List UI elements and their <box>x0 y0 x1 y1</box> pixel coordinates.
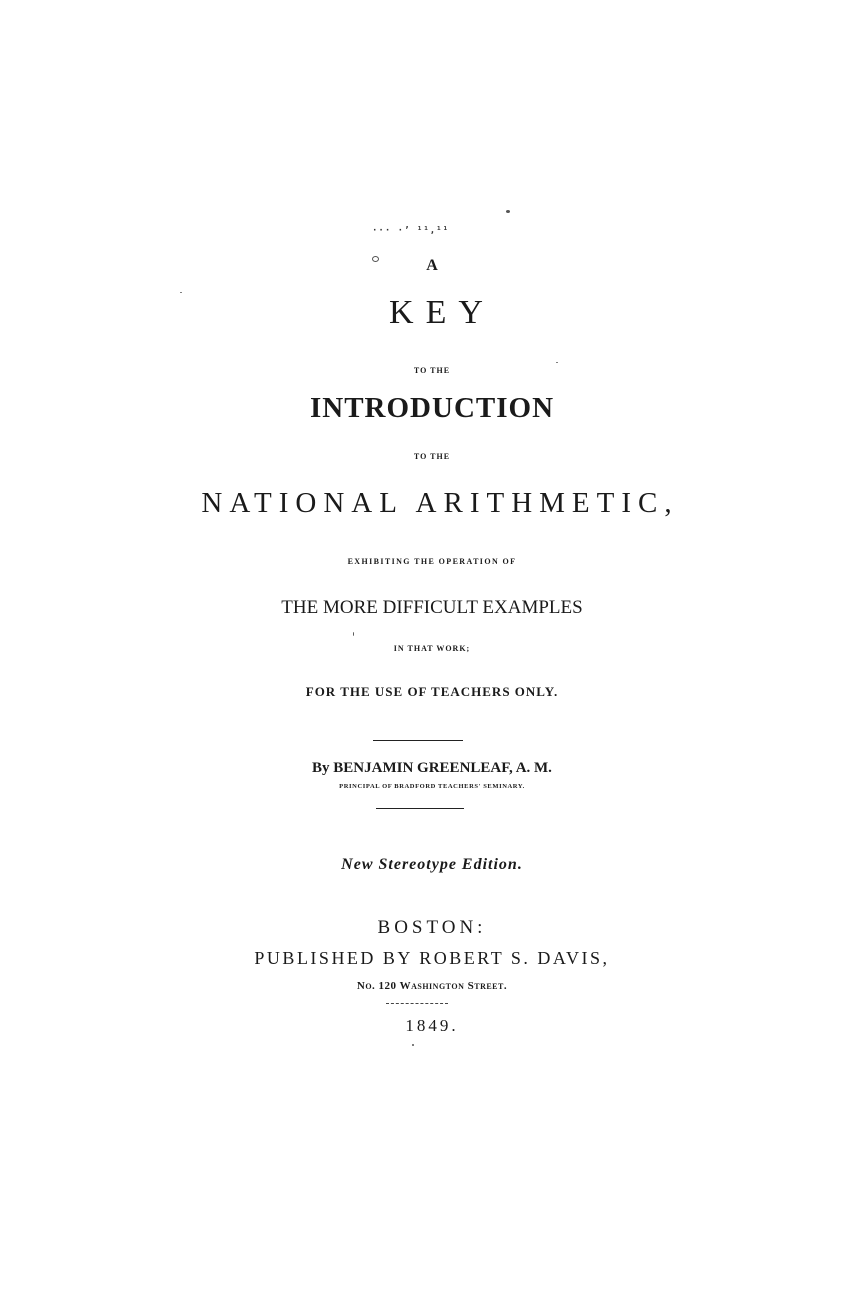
publisher-address: No. 120 Washington Street. <box>356 980 508 992</box>
print-speck <box>506 210 510 213</box>
divider-rule-2 <box>376 808 464 809</box>
publication-year: 1849. <box>405 1016 459 1035</box>
author-position: PRINCIPAL OF BRADFORD TEACHERS' SEMINARY. <box>339 783 525 790</box>
purpose-line: FOR THE USE OF TEACHERS ONLY. <box>305 684 559 699</box>
print-speck <box>556 362 558 363</box>
author-line: By BENJAMIN GREENLEAF, A. M. <box>312 760 552 776</box>
publisher-line: PUBLISHED BY ROBERT S. DAVIS, <box>254 948 610 968</box>
description-exhibiting: EXHIBITING THE OPERATION OF <box>347 557 517 566</box>
connector-to-the-1: TO THE <box>413 366 451 375</box>
main-title: KEY <box>389 294 495 331</box>
print-speck <box>412 1044 414 1046</box>
print-speck <box>180 292 182 293</box>
print-speck <box>353 632 354 636</box>
subject-national-arithmetic: NATIONAL ARITHMETIC, <box>201 487 679 519</box>
description-difficult-examples: THE MORE DIFFICULT EXAMPLES <box>281 597 583 618</box>
library-shelf-mark: ··· ·’ ¹¹,¹¹ <box>372 226 450 236</box>
subject-introduction: INTRODUCTION <box>309 392 555 424</box>
publication-city: BOSTON: <box>377 917 487 938</box>
edition-line: New Stereotype Edition. <box>341 856 523 873</box>
divider-rule-1 <box>373 740 463 741</box>
title-article: A <box>426 257 438 274</box>
connector-to-the-2: TO THE <box>413 452 451 461</box>
description-in-that-work: IN THAT WORK; <box>393 644 471 653</box>
divider-rule-3 <box>386 1003 448 1004</box>
